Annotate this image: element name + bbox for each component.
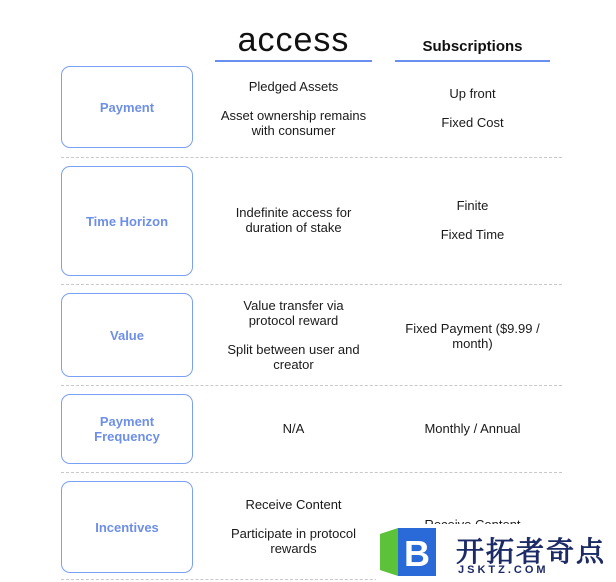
subscriptions-cell-payment — [395, 80, 550, 136]
row-label-text: Incentives — [95, 519, 159, 535]
row-label-text: Payment — [99, 99, 155, 115]
logo-url: JSKTZ.COM — [458, 564, 549, 576]
row-divider — [61, 385, 562, 386]
row-label-text: Value — [110, 327, 144, 343]
access-title-underline — [215, 60, 372, 62]
row-label-time-horizon — [61, 166, 193, 276]
site-logo — [376, 524, 616, 582]
subscriptions-cell-payment-frequency — [395, 418, 550, 438]
cell-text: Monthly / Annual — [424, 420, 521, 436]
cell-text: N/A — [282, 420, 305, 436]
access-cell-time-horizon — [212, 200, 375, 240]
logo-mark-letter: B — [404, 533, 430, 574]
cell-text: Fixed Time — [440, 227, 505, 242]
subscriptions-cell-value — [395, 316, 550, 356]
logo-text: 开拓者奇点 — [456, 536, 607, 567]
subscriptions-column-title: Subscriptions — [422, 38, 523, 55]
cell-text: Pledged Assets — [248, 78, 339, 94]
cell-text: Receive Content — [245, 496, 342, 512]
row-label-payment-frequency — [61, 394, 193, 464]
access-column-title: access — [237, 21, 350, 59]
cell-text: Value transfer via protocol reward — [243, 298, 344, 328]
access-cell-payment — [212, 72, 375, 144]
cell-text: Split between user and creator — [227, 342, 360, 372]
subscriptions-title-underline — [395, 60, 550, 62]
row-label-payment — [61, 66, 193, 148]
cell-text: Up front — [449, 86, 496, 101]
row-label-incentives — [61, 481, 193, 573]
cell-text: Participate in protocol rewards — [230, 525, 356, 556]
logo-mark-icon — [376, 526, 440, 578]
access-cell-incentives — [212, 492, 375, 560]
subscriptions-cell-time-horizon — [395, 192, 550, 248]
cell-text: Fixed Payment ($9.99 / month) — [405, 321, 540, 351]
row-label-text: Payment Frequency — [94, 414, 160, 444]
row-label-value — [61, 293, 193, 377]
row-divider — [61, 472, 562, 473]
cell-text: Indefinite access for duration of stake — [235, 205, 352, 235]
cell-text: Fixed Cost — [441, 115, 504, 130]
row-divider — [61, 157, 562, 158]
row-label-text: Time Horizon — [85, 213, 169, 229]
access-cell-value — [212, 296, 375, 374]
cell-text: Finite — [456, 198, 489, 213]
access-cell-payment-frequency — [212, 418, 375, 438]
cell-text: Asset ownership remains with consumer — [220, 107, 367, 138]
row-divider — [61, 284, 562, 285]
